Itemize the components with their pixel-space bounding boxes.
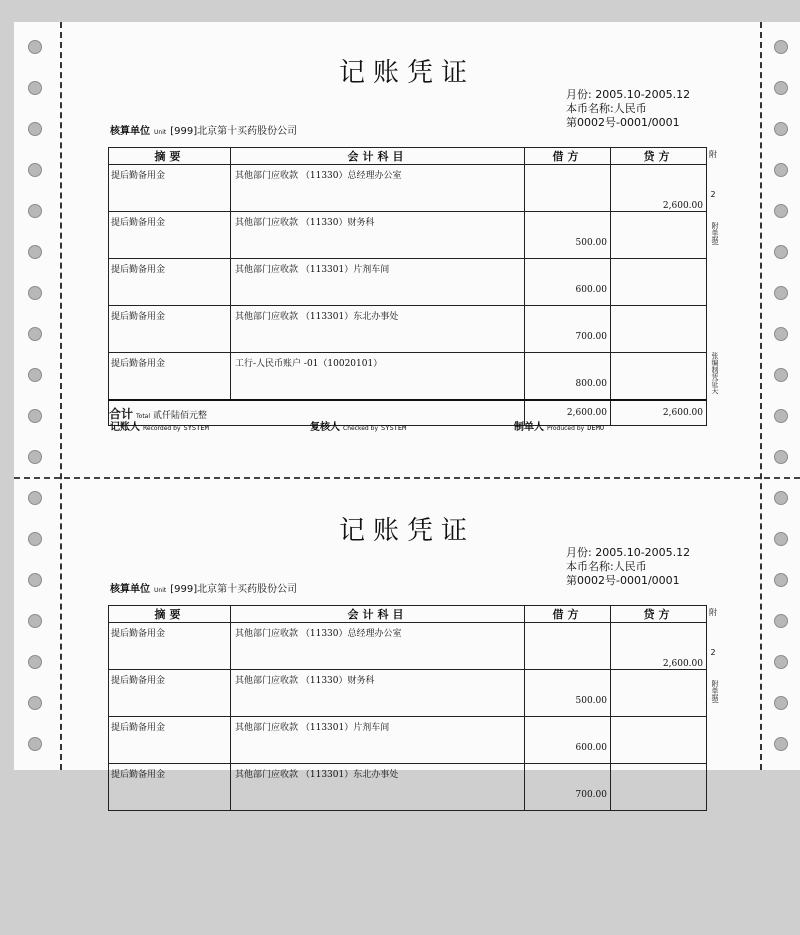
table-row: 提后勤备用金 其他部门应收款 （113301）东北办事处 700.00: [109, 306, 707, 353]
header-summary: 摘要: [109, 148, 231, 165]
accounting-unit: 核算单位 Unit [999]北京第十买药股份公司: [110, 126, 298, 137]
period-line: 月份: 2005.10-2005.12: [566, 546, 691, 559]
recorder: 记账人 Recorded by SYSTEM: [110, 422, 209, 433]
table-row: 提后勤备用金 其他部门应收款 （11330）总经理办公室 2,600.00: [109, 623, 707, 670]
table-row: 提后勤备用金 其他部门应收款 （113301）片剂车间 600.00: [109, 717, 707, 764]
accounting-unit: 核算单位 Unit [999]北京第十买药股份公司: [110, 584, 298, 595]
page-tear-line: [14, 477, 800, 479]
header-credit: 贷方: [611, 148, 707, 165]
table-row: 提后勤备用金 其他部门应收款 （113301）片剂车间 600.00: [109, 259, 707, 306]
side-attach-text: 附单据(: [711, 680, 719, 704]
voucher-title: 记账凭证: [338, 516, 475, 546]
header-account: 会计科目: [231, 606, 525, 623]
side-attach-text: 附单据(: [711, 222, 719, 246]
voucher-meta: [566, 88, 690, 130]
voucher-2: [14, 480, 800, 935]
side-attach-count: 2: [710, 648, 716, 657]
table-row: 提后勤备用金 其他部门应收款 （11330）总经理办公室 2,600.00: [109, 165, 707, 212]
voucher-1: [14, 22, 800, 477]
currency-line: 本币名称:人民币: [566, 102, 647, 115]
total-row: 合计 Total 贰仟陆佰元整 2,600.00 2,600.00: [109, 400, 707, 426]
side-attach-count: 2: [710, 190, 716, 199]
header-summary: 摘要: [109, 606, 231, 623]
voucher-title: 记账凭证: [338, 58, 475, 88]
side-attach-label: 附: [709, 150, 717, 159]
producer: 制单人 Produced by DEMO: [514, 422, 605, 433]
side-attach-label: 附: [709, 608, 717, 617]
voucher-table: [108, 605, 707, 811]
table-row: 提后勤备用金 其他部门应收款 （11330）财务科 500.00: [109, 212, 707, 259]
voucher-number: 第0002号-0001/0001: [566, 116, 680, 129]
side-note: 张编制凭证天: [711, 352, 719, 394]
currency-line: 本币名称:人民币: [566, 560, 647, 573]
header-debit: 借方: [525, 606, 611, 623]
header-debit: 借方: [525, 148, 611, 165]
voucher-meta: [566, 546, 690, 588]
checker: 复核人 Checked by SYSTEM: [310, 422, 407, 433]
continuous-form-paper: [14, 22, 800, 800]
table-row: 提后勤备用金 工行-人民币账户 -01（10020101） 800.00: [109, 353, 707, 401]
voucher-number: 第0002号-0001/0001: [566, 574, 680, 587]
voucher-table: [108, 147, 707, 426]
header-account: 会计科目: [231, 148, 525, 165]
header-credit: 贷方: [611, 606, 707, 623]
period-line: 月份: 2005.10-2005.12: [566, 88, 691, 101]
table-row: 提后勤备用金 其他部门应收款 （113301）东北办事处 700.00: [109, 764, 707, 811]
table-row: 提后勤备用金 其他部门应收款 （11330）财务科 500.00: [109, 670, 707, 717]
